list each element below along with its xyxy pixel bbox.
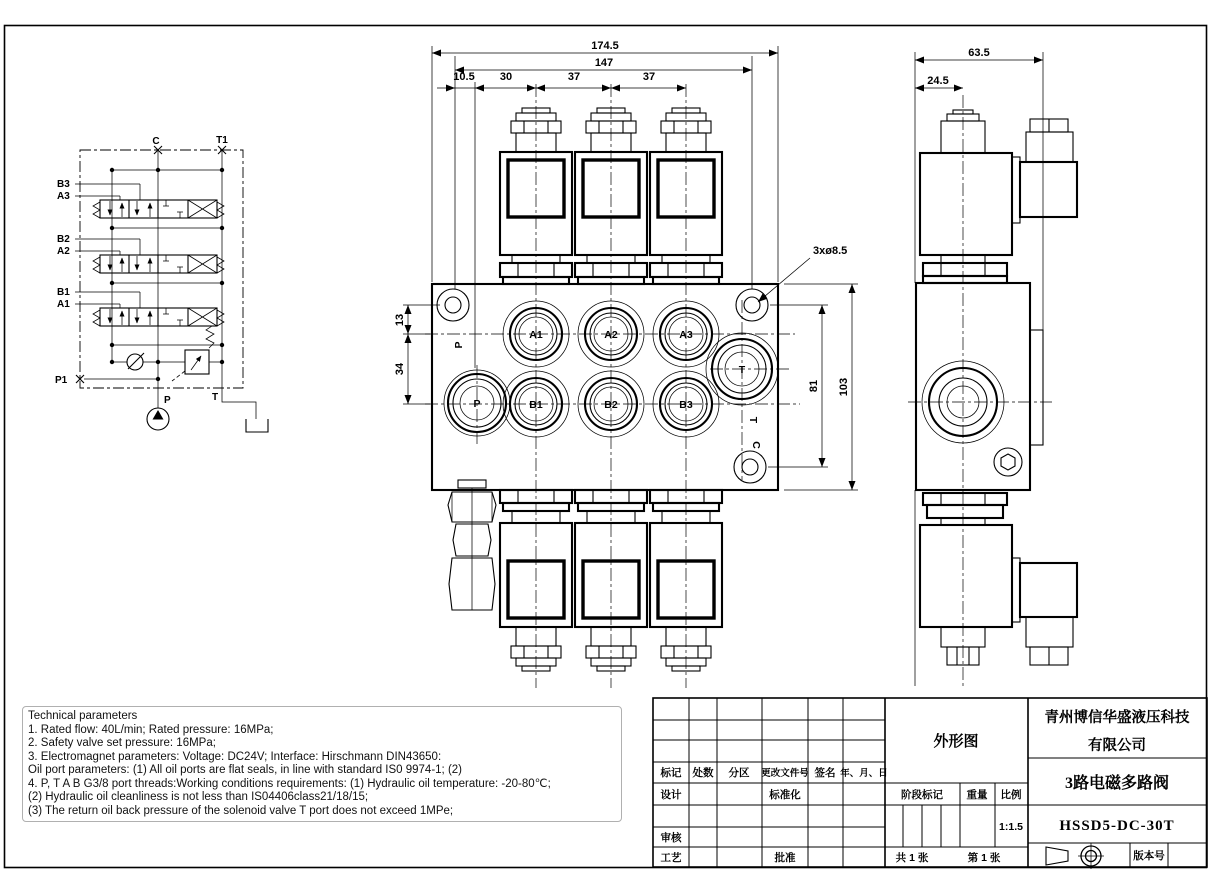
dim-holes-callout: 3xø8.5 — [813, 245, 848, 257]
port-label-a1: A1 — [529, 329, 543, 341]
tech-params-line: (3) The return oil back pressure of the solenoid valve T port does not exceed 1MPe; — [28, 804, 454, 817]
port-label-a3: A3 — [679, 329, 693, 341]
tech-params-line: 2. Safety valve set pressure: 16MPa; — [28, 737, 216, 749]
tb-view-name: 外形图 — [933, 734, 979, 750]
body-mark-p: P — [453, 341, 465, 349]
tb-product-name: 3路电磁多路阀 — [1064, 775, 1170, 792]
relief-adjuster — [448, 480, 496, 610]
tb-review: 审核 — [660, 832, 682, 844]
tb-sheets-total: 共 1 张 — [895, 852, 929, 864]
port-label-b3: B3 — [679, 399, 693, 411]
technical-parameters-box — [22, 706, 622, 822]
tb-scale-value: 1:1.5 — [999, 821, 1023, 833]
title-block — [653, 698, 1207, 869]
tb-process: 工艺 — [660, 852, 682, 864]
dim-offset-105: 10.5 — [453, 71, 475, 83]
dim-v81: 81 — [808, 379, 820, 393]
schematic-label-c: C — [152, 136, 160, 147]
tech-params-line: Oil port parameters: (1) All oil ports are flat seals, in line with standard IS0 9974-1; (2) — [28, 764, 463, 776]
tb-weight: 重量 — [966, 789, 988, 801]
dim-pitch-37b: 37 — [642, 71, 656, 83]
tech-params-line: 1. Rated flow: 40L/min; Rated pressure: 16MPa; — [28, 723, 274, 736]
schematic-label-b1: B1 — [57, 287, 70, 298]
tb-design: 设计 — [660, 789, 682, 801]
side-view-dimensions — [915, 47, 1043, 88]
tb-change-doc-no: 更改文件号 — [761, 768, 809, 779]
side-view — [908, 52, 1077, 688]
tb-scale: 比例 — [1000, 789, 1022, 801]
port-label-t: T — [738, 364, 746, 376]
body-mark-c: C — [750, 441, 762, 449]
schematic-label-b2: B2 — [57, 234, 70, 245]
tb-model: HSSD5-DC-30T — [1059, 818, 1175, 834]
tb-signature: 签名 — [814, 767, 836, 779]
projection-symbol-icon — [1046, 843, 1104, 869]
dim-v13: 13 — [394, 313, 406, 327]
port-label-b1: B1 — [529, 399, 543, 411]
schematic-label-t1: T1 — [216, 135, 228, 146]
dim-pitch-37a: 37 — [567, 71, 581, 83]
tb-sheet-no: 第 1 张 — [967, 852, 1001, 864]
schematic-label-t: T — [212, 392, 219, 403]
dim-overall-width: 174.5 — [591, 40, 619, 52]
dim-depth-635: 63.5 — [968, 47, 990, 59]
hydraulic-schematic — [55, 135, 268, 432]
front-view — [425, 84, 800, 688]
dim-pitch-30: 30 — [499, 71, 513, 83]
schematic-label-a1: A1 — [57, 299, 70, 310]
tech-params-line: 4. P, T A B G3/8 port threads:Working conditions requirements: (1) Hydraulic oil temperature: -20-80℃; — [28, 777, 551, 790]
tech-params-line: 3. Electromagnet parameters: Voltage: DC24V; Interface: Hirschmann DIN43650: — [28, 750, 442, 763]
schematic-label-a3: A3 — [57, 191, 70, 202]
tb-standardization: 标准化 — [769, 789, 801, 801]
schematic-label-p1: P1 — [55, 375, 68, 386]
tb-version-label: 版本号 — [1133, 850, 1165, 862]
dim-offset-245: 24.5 — [927, 75, 949, 87]
tb-zone: 分区 — [728, 767, 750, 779]
tb-company-line2: 有限公司 — [1088, 738, 1146, 754]
schematic-label-a2: A2 — [57, 246, 70, 257]
tech-params-line: (2) Hydraulic oil cleanliness is not less than IS04406class21/18/15; — [28, 791, 369, 803]
dim-v34: 34 — [394, 362, 406, 376]
tb-approve: 批准 — [774, 852, 796, 864]
schematic-label-p: P — [164, 395, 171, 406]
port-label-p: P — [473, 398, 481, 410]
tb-mark: 标记 — [660, 767, 682, 779]
dim-v103: 103 — [838, 377, 850, 397]
tb-company-line1: 青州博信华盛液压科技 — [1044, 710, 1190, 726]
port-label-b2: B2 — [604, 399, 618, 411]
tb-date: 年、月、日 — [840, 768, 888, 779]
schematic-label-b3: B3 — [57, 179, 70, 190]
tech-params-title: Technical parameters — [28, 710, 138, 722]
tb-count: 处数 — [692, 767, 714, 779]
tb-stage-mark: 阶段标记 — [901, 789, 943, 801]
body-mark-t: T — [747, 416, 759, 424]
port-label-a2: A2 — [604, 329, 618, 341]
dim-inner-width: 147 — [594, 57, 614, 69]
